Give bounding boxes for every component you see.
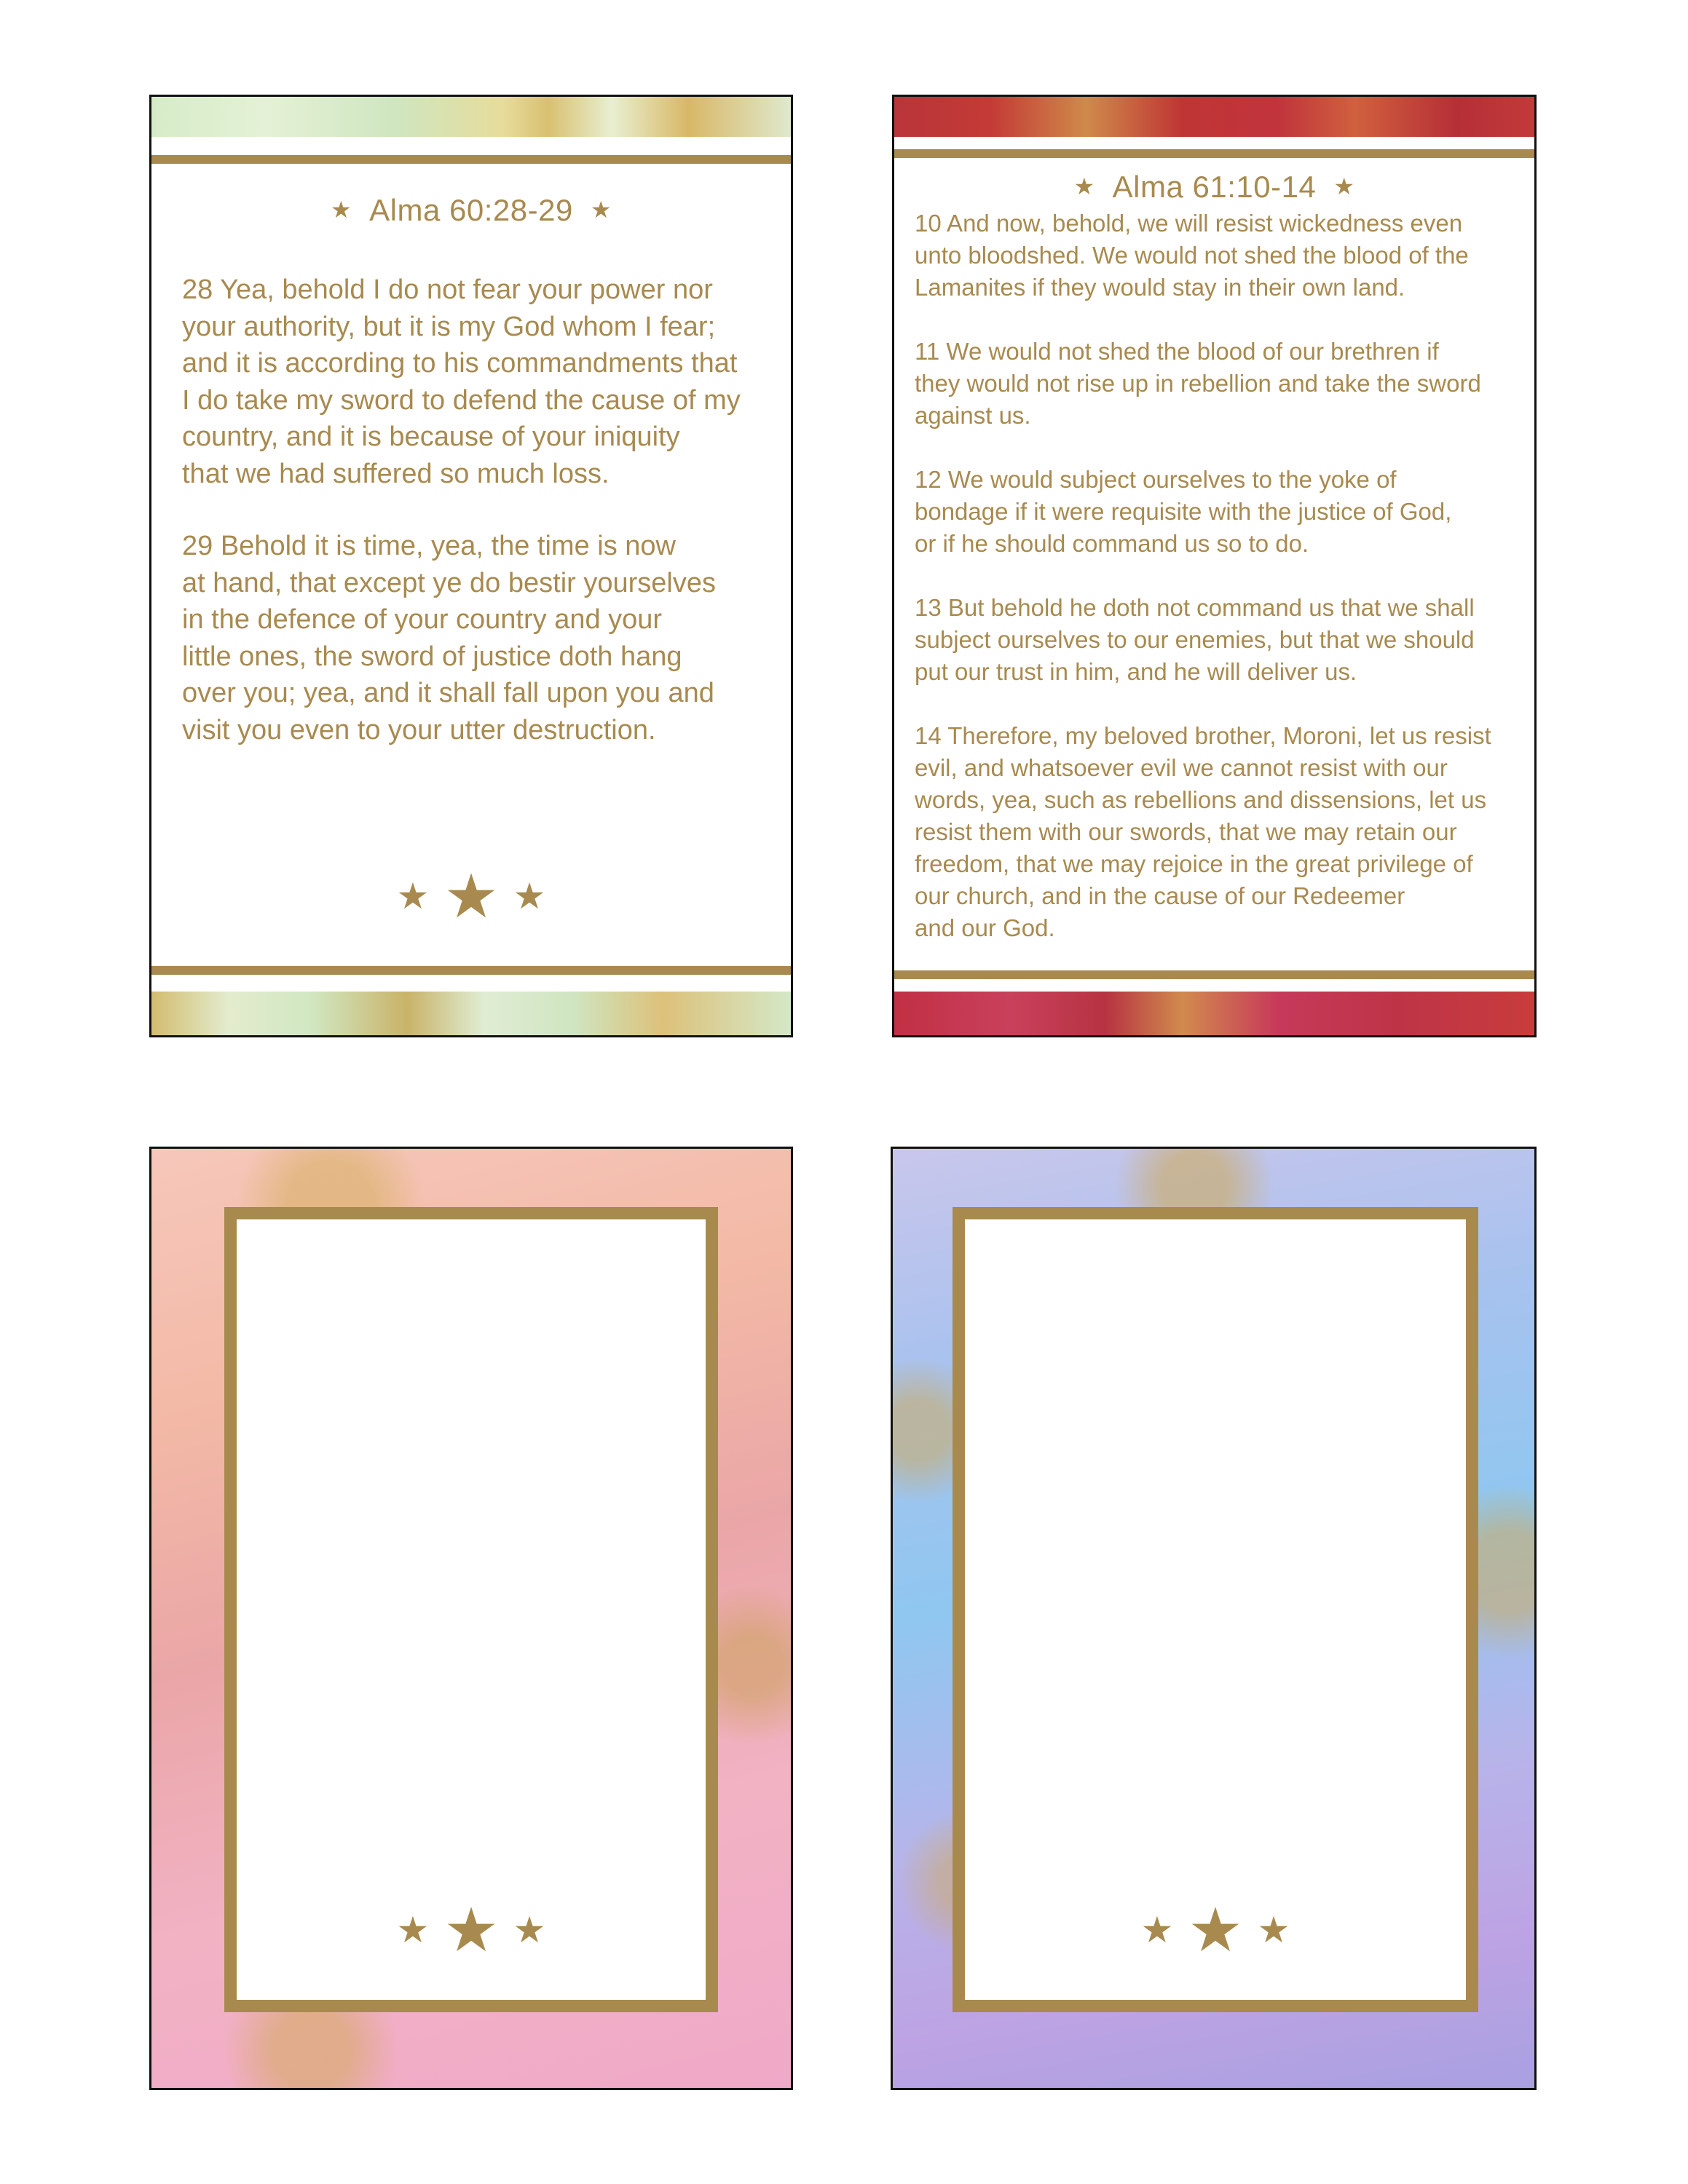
star-icon: ★ xyxy=(1188,1896,1243,1964)
star-icon: ★ xyxy=(1073,173,1095,199)
decorative-band-top xyxy=(894,97,1534,137)
card-title-text: Alma 60:28-29 xyxy=(369,193,573,227)
three-star-ornament xyxy=(237,1896,706,1964)
star-icon: ★ xyxy=(590,197,612,223)
star-icon: ★ xyxy=(330,197,352,223)
three-star-ornament xyxy=(151,862,791,930)
decorative-band-bottom xyxy=(894,992,1534,1035)
verse-10: 10 And now, behold, we will resist wickedness even unto bloodshed. We would not shed the blood of the Lamanites if they would stay in their own land. xyxy=(915,210,1469,301)
verse-29: 29 Behold it is time, yea, the time is now at hand, that except ye do bestir yourselves in the defence of your country and your little ones, the sword of justice doth hang over you; yea, and it shall fall upon you and visit you even to your utter destruction. xyxy=(182,531,716,745)
verse-13: 13 But behold he doth not command us that we shall subject ourselves to our enemies, but that we should put our trust in him, and he will deliver us. xyxy=(915,594,1475,685)
star-icon: ★ xyxy=(396,876,430,917)
star-icon: ★ xyxy=(1257,1910,1290,1950)
star-icon: ★ xyxy=(396,1910,430,1950)
star-icon: ★ xyxy=(1333,173,1355,199)
card-title xyxy=(151,193,791,228)
decorative-band-top xyxy=(151,97,791,137)
blank-card-pink xyxy=(149,1147,793,2090)
blank-card-blue xyxy=(891,1147,1537,2090)
star-icon: ★ xyxy=(443,1896,499,1964)
card-title xyxy=(894,170,1534,205)
verse-12: 12 We would subject ourselves to the yoke of bondage if it were requisite with the justice of God, or if he should command us so to do. xyxy=(915,466,1452,557)
star-icon: ★ xyxy=(1140,1910,1174,1950)
star-icon: ★ xyxy=(513,876,546,917)
scripture-card-alma-60 xyxy=(149,95,793,1037)
star-icon: ★ xyxy=(443,862,499,930)
scripture-card-alma-61 xyxy=(892,95,1537,1037)
gold-rule-top xyxy=(151,155,791,164)
star-icon: ★ xyxy=(513,1910,546,1950)
writing-area-frame xyxy=(224,1207,718,2012)
verse-28: 28 Yea, behold I do not fear your power nor your authority, but it is my God whom I fear; and it is according to his commandments that I do take my sword to defend the cause of my country, and it is because of your iniquity that we had suffered so much loss. xyxy=(182,274,741,489)
card-title-text: Alma 61:10-14 xyxy=(1112,170,1317,204)
verse-14: 14 Therefore, my beloved brother, Moroni, let us resist evil, and whatsoever evil we cannot resist with our words, yea, such as rebellions and dissensions, let us resist them with our swords, that we may retain our freedom, that we may rejoice in the great privilege of our church, and in the cause of our Redeemer and our God. xyxy=(915,722,1491,941)
three-star-ornament xyxy=(965,1896,1466,1964)
gold-rule-bottom xyxy=(894,970,1534,979)
decorative-band-bottom xyxy=(151,992,791,1035)
gold-rule-bottom xyxy=(151,966,791,975)
gold-rule-top xyxy=(894,149,1534,158)
writing-area-frame xyxy=(953,1207,1478,2012)
verse-11: 11 We would not shed the blood of our brethren if they would not rise up in rebellion and take the sword against us. xyxy=(915,338,1481,429)
